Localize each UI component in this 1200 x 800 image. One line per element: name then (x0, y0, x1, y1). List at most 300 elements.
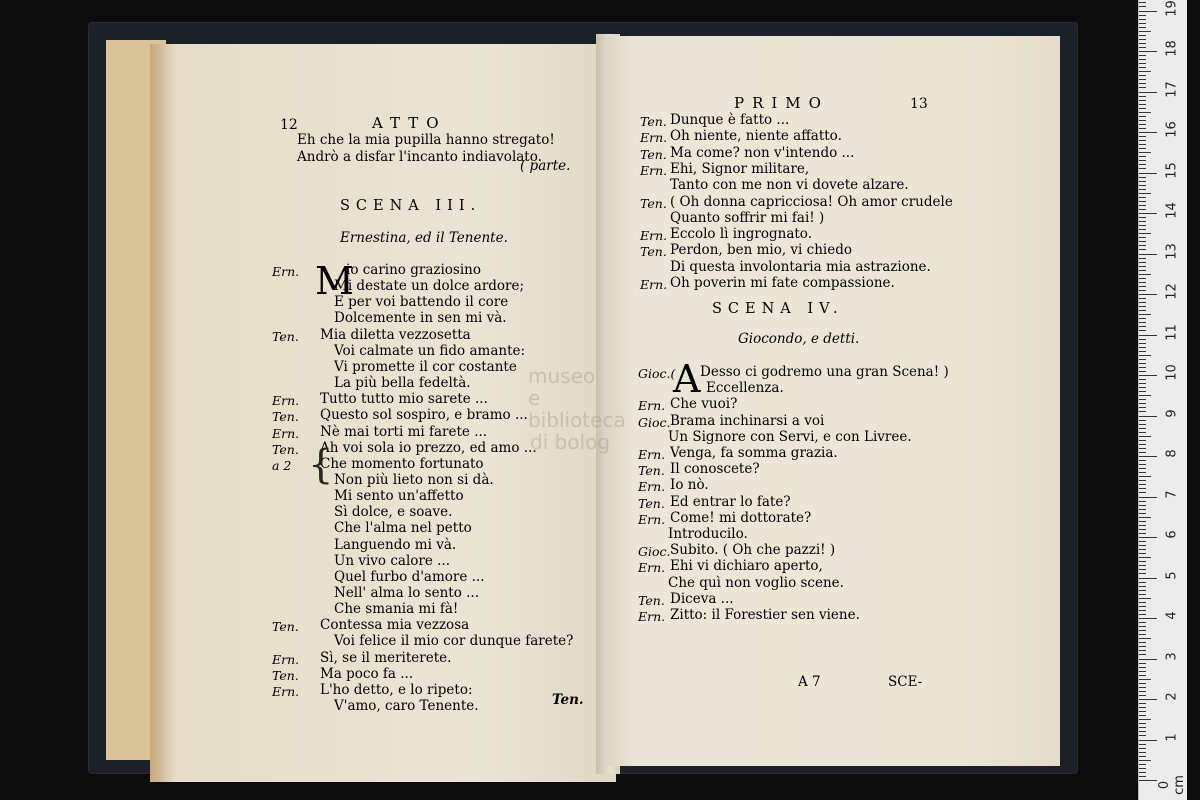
ruler-tick (1139, 156, 1146, 157)
ruler-number: 11 (1164, 323, 1180, 341)
ruler-tick (1139, 529, 1146, 530)
ruler-number: 4 (1164, 611, 1180, 620)
ruler-tick (1139, 650, 1146, 651)
ruler-tick (1139, 298, 1146, 299)
verse-line: Oh niente, niente affatto. (670, 128, 842, 145)
verse-line: Venga, fa somma grazia. (670, 445, 838, 461)
verse-line: Questo sol sospiro, e bramo ... (320, 407, 528, 424)
ruler-tick (1139, 63, 1146, 64)
ruler-tick (1139, 614, 1146, 615)
ruler-tick (1139, 339, 1146, 340)
verse-line: Desso ci godremo una gran Scena! ) (700, 364, 949, 380)
ruler-tick (1139, 622, 1146, 623)
ruler-tick (1139, 428, 1146, 429)
ruler-tick (1139, 594, 1146, 595)
verse-line: Che l'alma nel petto (334, 520, 472, 537)
ruler-tick (1139, 104, 1146, 105)
verse-line: La più bella fedeltà. (334, 375, 471, 392)
ruler-tick (1139, 424, 1146, 425)
ruler-tick (1139, 371, 1146, 372)
ruler-tick (1139, 290, 1146, 291)
ruler-tick (1139, 610, 1146, 611)
ruler-tick (1139, 776, 1146, 777)
ruler-tick (1139, 306, 1146, 307)
verse-line: Diceva ... (670, 590, 734, 607)
ruler-tick (1139, 31, 1151, 32)
ruler-tick (1139, 723, 1146, 724)
speaker-label: Ten. (272, 441, 299, 457)
speaker-label: Ern. (638, 479, 666, 495)
stage-direction: ( parte. (520, 158, 571, 174)
verse-line: Ehi, Signor militare, (670, 160, 810, 177)
ruler-tick (1139, 189, 1146, 190)
dropcap-a: A (673, 357, 701, 401)
ruler-number: 6 (1164, 530, 1180, 539)
verse-line: io carino graziosino (346, 262, 481, 278)
ruler-tick (1139, 748, 1146, 749)
verse-line: ( Oh donna capricciosa! Oh amor crudele (670, 193, 953, 210)
left-line-1: Eh che la mia pupilla hanno stregato! (297, 132, 555, 148)
ruler-tick (1139, 249, 1146, 250)
ruler-tick (1139, 347, 1146, 348)
ruler-tick (1139, 618, 1157, 619)
watermark-line: di bolog (530, 430, 611, 454)
ruler-number: 9 (1164, 408, 1180, 418)
ruler-tick (1139, 480, 1146, 481)
speaker-label: Ten. (638, 592, 665, 608)
ruler-tick (1139, 533, 1146, 534)
ruler-tick (1139, 545, 1146, 546)
ruler-tick (1139, 444, 1146, 445)
ruler-tick (1139, 229, 1146, 230)
ruler-tick (1139, 679, 1151, 680)
ruler-tick (1139, 659, 1157, 660)
speaker-label: Ern. (638, 398, 666, 414)
speaker-label: Ten. (638, 463, 665, 479)
ruler-tick (1139, 484, 1146, 485)
right-catchword: SCE- (888, 674, 923, 690)
ruler-tick (1139, 27, 1146, 28)
ruler-tick (1139, 525, 1146, 526)
ruler-tick (1139, 780, 1157, 781)
ruler-tick (1139, 310, 1146, 311)
ruler-tick (1139, 440, 1146, 441)
ruler-number: 3 (1164, 651, 1180, 661)
verse-line: Che smania mi fà! (334, 601, 459, 618)
ruler-tick (1139, 221, 1146, 222)
ruler-tick (1139, 363, 1146, 364)
ruler-tick (1139, 330, 1146, 331)
ruler-tick (1139, 245, 1146, 246)
ruler-tick (1139, 160, 1146, 161)
speaker-label: Ten. (272, 619, 299, 635)
ruler-tick (1139, 241, 1146, 242)
ruler-tick (1139, 731, 1146, 732)
ruler-tick (1139, 638, 1151, 639)
ruler-tick (1139, 744, 1146, 745)
scene-cast-4: Giocondo, e detti. (738, 331, 860, 347)
ruler-tick (1139, 282, 1146, 283)
ruler-tick (1139, 634, 1146, 635)
ruler-tick (1139, 703, 1146, 704)
ruler-tick (1139, 642, 1146, 643)
ruler-tick (1139, 578, 1157, 579)
signature-mark: A 7 (798, 674, 821, 690)
verse-line: Ah voi sola io prezzo, ed amo ... (320, 439, 537, 456)
left-catchword: Ten. (552, 692, 584, 708)
ruler-tick (1139, 630, 1146, 631)
ruler-tick (1139, 760, 1151, 761)
ruler-tick (1139, 217, 1146, 218)
speaker-label: Ern. (638, 609, 666, 624)
verse-line: Sì, se il meriterete. (320, 649, 452, 666)
verse-line: V'amo, caro Tenente. (334, 698, 479, 715)
verse-line: Nè mai torti mi farete ... (320, 423, 488, 440)
ruler-tick (1139, 752, 1146, 753)
ruler-tick (1139, 112, 1151, 113)
ruler-tick (1139, 274, 1151, 275)
verse-line: Io nò. (670, 477, 709, 494)
verse-line: Vi promette il cor costante (334, 358, 517, 375)
ruler-tick (1139, 197, 1146, 198)
ruler-tick (1139, 403, 1146, 404)
verse-line: Nell' alma lo sento ... (334, 585, 480, 601)
right-running-head: PRIMO (734, 94, 829, 112)
ruler-tick (1139, 687, 1146, 688)
ruler-tick (1139, 715, 1146, 716)
verse-line: Voi felice il mio cor dunque farete? (334, 633, 574, 650)
ruler-tick (1139, 87, 1146, 88)
ruler-tick (1139, 606, 1146, 607)
verse-line: Che momento fortunato (320, 455, 484, 472)
ruler-tick (1139, 205, 1146, 206)
ruler-tick (1139, 140, 1146, 141)
ruler-tick (1139, 55, 1146, 56)
verse-line: Contessa mia vezzosa (320, 617, 470, 634)
ruler-tick (1139, 452, 1146, 453)
ruler-tick (1139, 399, 1146, 400)
ruler-tick (1139, 15, 1146, 16)
verse-line: Il conoscete? (670, 461, 760, 478)
ruler-tick (1139, 448, 1146, 449)
ruler-tick (1139, 432, 1146, 433)
ruler-tick (1139, 411, 1146, 412)
ruler-tick (1139, 39, 1146, 40)
ruler-number: 10 (1164, 364, 1180, 381)
ruler-tick (1139, 96, 1146, 97)
ruler-tick (1139, 322, 1146, 323)
speaker-label: Ten. (272, 328, 299, 344)
ruler-number: 8 (1164, 449, 1180, 458)
ruler-tick (1139, 740, 1157, 741)
verse-line: Di questa involontaria mia astrazione. (670, 258, 931, 275)
verse-line: Brama inchinarsi a voi (670, 412, 825, 429)
ruler-tick (1139, 521, 1146, 522)
verse-line: Dolcemente in sen mi và. (334, 310, 507, 327)
ruler-tick (1139, 266, 1146, 267)
scene-heading-4: SCENA IV. (712, 301, 844, 317)
verse-line: Ed entrar lo fate? (670, 493, 791, 510)
left-running-head: ATTO (372, 114, 447, 132)
ruler-tick (1139, 626, 1146, 627)
verse-line: Tutto tutto mio sarete ... (320, 391, 488, 408)
verse-line: Tanto con me non vi dovete alzare. (670, 177, 909, 194)
ruler-tick (1139, 375, 1157, 376)
ruler-tick (1139, 468, 1146, 469)
speaker-label: Ern. (640, 162, 668, 178)
ruler-tick (1139, 177, 1146, 178)
ruler-tick (1139, 517, 1151, 518)
ruler-tick (1139, 355, 1151, 356)
ruler-tick (1139, 185, 1146, 186)
ruler-tick (1139, 302, 1146, 303)
ruler-tick (1139, 100, 1146, 101)
ruler-tick (1139, 51, 1157, 52)
speaker-label: Ern. (640, 130, 668, 146)
speaker-label: Ern. (272, 393, 300, 409)
speaker-label: Ern. (272, 264, 300, 279)
ruler-tick (1139, 173, 1157, 174)
ruler-tick (1139, 152, 1151, 153)
ruler-number: 15 (1164, 161, 1180, 179)
ruler-tick (1139, 598, 1151, 599)
ruler-tick (1139, 501, 1146, 502)
ruler-tick (1139, 695, 1146, 696)
scene-heading-3: SCENA III. (340, 198, 482, 214)
ruler-tick (1139, 193, 1151, 194)
ruler-number: 19 (1164, 0, 1180, 17)
ruler-number: 16 (1164, 121, 1180, 138)
brace-a2: { (308, 442, 334, 488)
ruler-tick (1139, 128, 1146, 129)
ruler-tick (1139, 83, 1146, 84)
verse-line: E per voi battendo il core (334, 294, 509, 311)
verse-line: Quanto soffrir mi fai! ) (670, 209, 825, 226)
verse-line: Un vivo calore ... (334, 552, 451, 569)
verse-line: Un Signore con Servi, e con Livree. (668, 428, 912, 445)
ruler-tick (1139, 23, 1146, 24)
ruler-tick (1139, 569, 1146, 570)
ruler-number: 14 (1164, 202, 1180, 219)
speaker-label: Gioc. (638, 544, 671, 560)
speaker-label: Ten. (272, 409, 299, 425)
ruler-tick (1139, 233, 1151, 234)
verse-line: Dunque è fatto ... (670, 112, 790, 128)
ruler-tick (1139, 719, 1151, 720)
ruler-tick (1139, 75, 1146, 76)
ruler-tick (1139, 326, 1146, 327)
ruler-tick (1139, 351, 1146, 352)
ruler-tick (1139, 225, 1146, 226)
verse-line: Ma come? non v'intendo ... (670, 144, 855, 161)
ruler-tick (1139, 67, 1146, 68)
ruler-number: 18 (1164, 40, 1180, 57)
left-page-number: 12 (280, 117, 298, 133)
ruler-tick (1139, 359, 1146, 360)
ruler-tick (1139, 735, 1146, 736)
speaker-label: Ern. (638, 447, 666, 462)
watermark-line: museo (528, 364, 596, 388)
measuring-ruler (1138, 0, 1187, 800)
speaker-label: a 2 (272, 457, 292, 473)
ruler-tick (1139, 586, 1146, 587)
ruler-tick (1139, 286, 1146, 287)
ruler-tick (1139, 537, 1157, 538)
verse-line: Mia diletta vezzosetta (320, 326, 471, 343)
ruler-tick (1139, 164, 1146, 165)
ruler-tick (1139, 278, 1146, 279)
ruler-tick (1139, 391, 1146, 392)
ruler-tick (1139, 476, 1151, 477)
speaker-label: Ten. (640, 244, 667, 260)
ruler-tick (1139, 387, 1146, 388)
ruler-tick (1139, 407, 1146, 408)
ruler-tick (1139, 136, 1146, 137)
ruler-tick (1139, 472, 1146, 473)
ruler-tick (1139, 573, 1146, 574)
verse-line: Non più lieto non si dà. (334, 471, 494, 488)
ruler-tick (1139, 711, 1146, 712)
ruler-tick (1139, 6, 1146, 7)
ruler-tick (1139, 132, 1157, 133)
ruler-tick (1139, 318, 1146, 319)
ruler-tick (1139, 492, 1146, 493)
ruler-tick (1139, 108, 1146, 109)
ruler-tick (1139, 509, 1146, 510)
speaker-label: Ten. (640, 146, 667, 162)
ruler-tick (1139, 675, 1146, 676)
speaker-label: Ten. (272, 667, 299, 683)
ruler-tick (1139, 35, 1146, 36)
ruler-tick (1139, 237, 1146, 238)
ruler-tick (1139, 691, 1146, 692)
ruler-tick (1139, 764, 1146, 765)
ruler-tick (1139, 590, 1146, 591)
ruler-tick (1139, 553, 1146, 554)
speaker-label: Ern. (272, 651, 300, 667)
ruler-number: 5 (1164, 570, 1180, 580)
ruler-tick (1139, 124, 1146, 125)
verse-line: Subito. ( Oh che pazzi! ) (670, 542, 836, 559)
ruler-tick (1139, 270, 1146, 271)
ruler-tick (1139, 756, 1146, 757)
ruler-number: 0 cm (1157, 775, 1187, 795)
gioc-speaker: Gioc.( (638, 366, 676, 381)
ruler-tick (1139, 654, 1146, 655)
ruler-tick (1139, 488, 1146, 489)
ruler-tick (1139, 420, 1146, 421)
speaker-label: Ern. (640, 277, 668, 292)
ruler-tick (1139, 71, 1151, 72)
ruler-tick (1139, 395, 1151, 396)
ruler-tick (1139, 47, 1146, 48)
ruler-number: 7 (1164, 489, 1180, 499)
ruler-tick (1139, 201, 1146, 202)
ruler-tick (1139, 335, 1157, 336)
ruler-tick (1139, 383, 1146, 384)
ruler-tick (1139, 683, 1146, 684)
ruler-tick (1139, 436, 1151, 437)
ruler-tick (1139, 2, 1146, 3)
verse-line: Introducilo. (668, 526, 748, 542)
ruler-tick (1139, 727, 1146, 728)
verse-line: Quel furbo d'amore ... (334, 568, 485, 585)
dropcap-m: M (315, 259, 354, 303)
ruler-tick (1139, 663, 1146, 664)
ruler-tick (1139, 460, 1146, 461)
verse-line: Languendo mi và. (334, 536, 457, 553)
ruler-tick (1139, 116, 1146, 117)
ruler-tick (1139, 772, 1146, 773)
speaker-label: Ern. (272, 683, 300, 699)
library-watermark (488, 365, 638, 515)
verse-line: Ehi vi dichiaro aperto, (670, 558, 823, 575)
ruler-tick (1139, 565, 1146, 566)
ruler-tick (1139, 144, 1146, 145)
ruler-tick (1139, 646, 1146, 647)
ruler-tick (1139, 707, 1146, 708)
speaker-label: Ern. (272, 425, 300, 441)
ruler-tick (1139, 557, 1151, 558)
ruler-tick (1139, 343, 1146, 344)
ruler-tick (1139, 367, 1146, 368)
ruler-tick (1139, 464, 1146, 465)
ruler-tick (1139, 43, 1146, 44)
verse-line: Mi destate un dolce ardore; (334, 278, 525, 295)
ruler-tick (1139, 513, 1146, 514)
speaker-label: Ten. (640, 114, 667, 129)
ruler-tick (1139, 181, 1146, 182)
speaker-label: Ern. (640, 228, 668, 244)
speaker-label: Gioc. (638, 414, 671, 430)
verse-line: Eccolo lì ingrognato. (670, 226, 812, 243)
watermark-line: e biblioteca (528, 386, 626, 432)
ruler-tick (1139, 768, 1146, 769)
ruler-number: 13 (1164, 242, 1180, 260)
ruler-tick (1139, 262, 1146, 263)
speaker-label: Ten. (640, 195, 667, 211)
ruler-number: 1 (1164, 732, 1180, 742)
ruler-tick (1139, 213, 1157, 214)
ruler-tick (1139, 602, 1146, 603)
ruler-tick (1139, 667, 1146, 668)
ruler-number: 12 (1164, 283, 1180, 300)
verse-line: Eccellenza. (706, 380, 784, 397)
ruler-tick (1139, 671, 1146, 672)
ruler-tick (1139, 497, 1157, 498)
verse-line: Come! mi dottorate? (670, 509, 812, 526)
scene-cast-3: Ernestina, ed il Tenente. (340, 230, 508, 246)
verse-line: Che quì non voglio scene. (668, 574, 844, 591)
ruler-number: 2 (1164, 692, 1180, 701)
ruler-tick (1139, 456, 1157, 457)
ruler-tick (1139, 416, 1157, 417)
ruler-tick (1139, 549, 1146, 550)
speaker-label: Ern. (638, 560, 666, 576)
verse-line: Oh poverin mi fate compassione. (670, 275, 895, 291)
speaker-label: Ten. (638, 495, 665, 511)
ruler-tick (1139, 505, 1146, 506)
ruler-tick (1139, 11, 1157, 12)
ruler-tick (1139, 294, 1157, 295)
ruler-tick (1139, 314, 1151, 315)
verse-line: Che vuoi? (670, 396, 738, 413)
verse-line: Perdon, ben mio, vi chiedo (670, 242, 852, 259)
verse-line: Ma poco fa ... (320, 665, 414, 682)
ruler-tick (1139, 379, 1146, 380)
verse-line: Sì dolce, e soave. (334, 504, 453, 521)
ruler-tick (1139, 168, 1146, 169)
